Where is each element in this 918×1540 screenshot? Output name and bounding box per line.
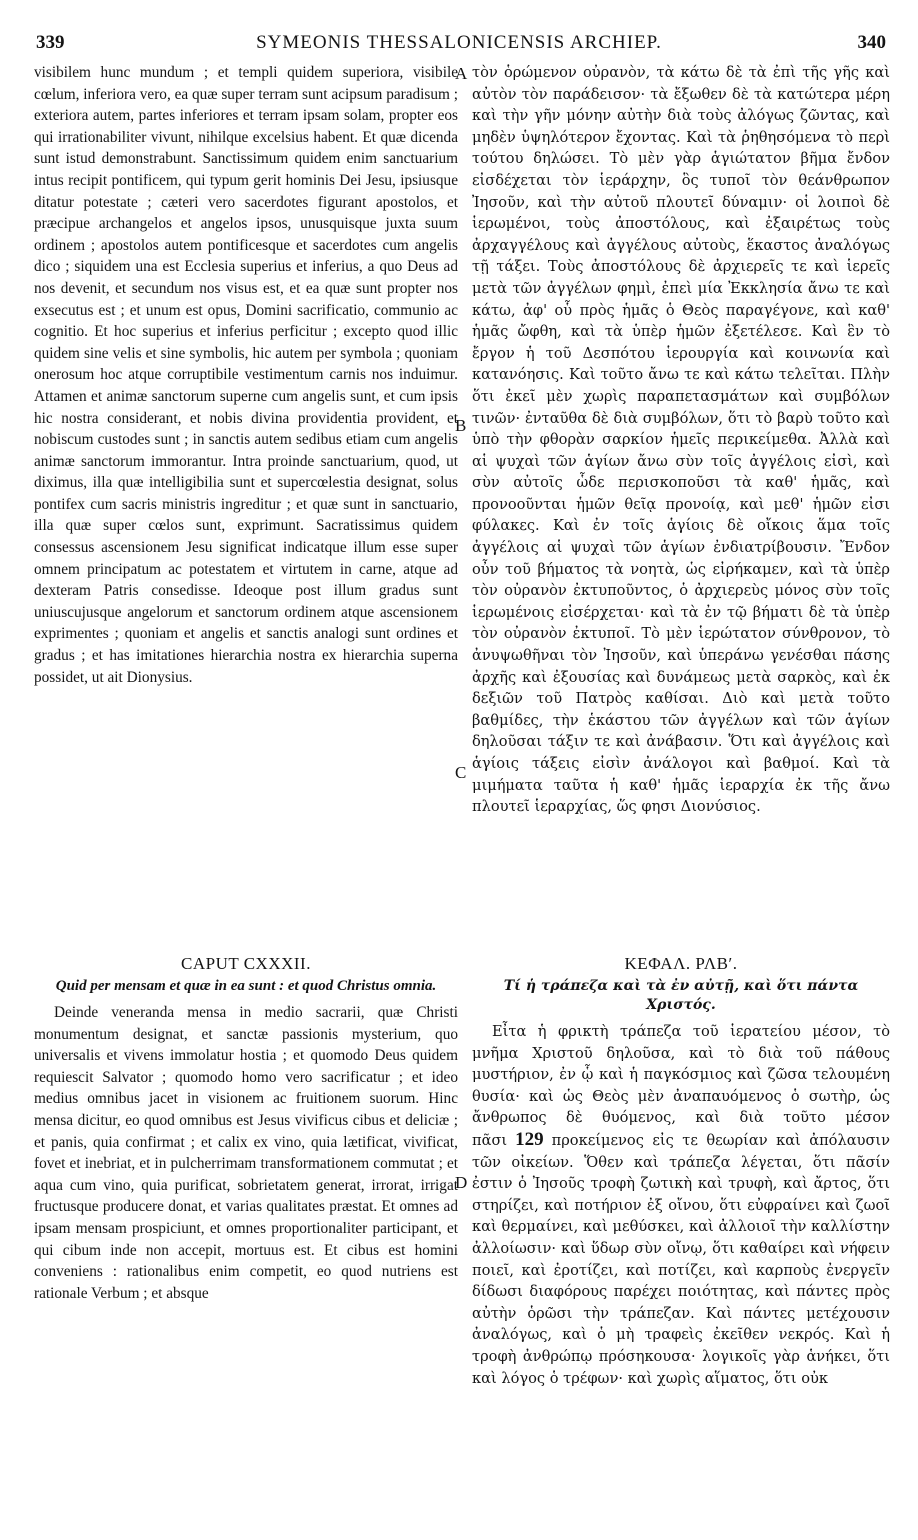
greek-paragraph-2-part-a: Εἶτα ἡ φρικτὴ τράπεζα τοῦ ἱερατείου μέσον, τὸ μνῆμα Χριστοῦ δηλοῦσα, καὶ τὸ διὰ τοῦ πάθους μυστήριον, ἐν ᾧ καὶ ἡ παγκόσμιος καὶ ζῶσα τελουμένη θυσία· καὶ ὡς Θεὸς μὲν ἀναπαυόμενος ὁ σωτὴρ, ὡς ἄνθρωπος δὲ θυόμενος, καὶ διὰ τοῦτο μέσον πᾶσι xyxy=(472,1023,890,1149)
margin-letter-c: C xyxy=(455,763,467,782)
margin-letter-a: A xyxy=(455,64,468,83)
greek-paragraph-1: τὸν ὁρώμενον οὐρανὸν, τὰ κάτω δὲ τὰ ἐπὶ τῆς γῆς καὶ αὐτὸν τὸν παράδεισον· τὰ ἔξωθεν δὲ τὰ κατώτερα μέρη καὶ τὴν γῆν μόνην αὐτὴν διὰ τοὺς ἀλόγως ζῶντας, καὶ μηδὲν ὑψηλότερον ἔχοντας. Καὶ τὰ ῥηθησόμενα τὸ περὶ τούτου δηλώσει. Τὸ μὲν γὰρ ἁγιώτατον βῆμα ἔνδον εἰσδέχεται τὸν ἱεράρχην, ὃς τυποῖ τὸν θεάνθρωπον Ἰησοῦν, καὶ τὴν αὐτοῦ πλουτεῖ δύναμιν· οἱ λοιποὶ δὲ ἱερωμένοι, τοὺς ἀποστόλους, καὶ ἐξαιρέτως τοὺς ἀρχαγγέλους καὶ ἀγγέλους αὐτοὺς, ἕκαστος ἀναλόγως τῇ τάξει. Τοὺς ἀποστόλους δὲ ἀρχιερεῖς τε καὶ ἱερεῖς μετὰ τῶν ἀγγέλων φημὶ, ἐπεὶ μία Ἐκκλησία ἄνω τε καὶ κάτω, ἀφ' οὗ πρὸς ἡμᾶς ὁ Θεὸς παραγέγονε, καὶ καθ' ἡμᾶς ὤφθη, καὶ τὰ ὑπὲρ ἡμῶν ἐξετέλεσε. Καὶ ἓν τὸ ἔργον ἡ τοῦ Δεσπότου ἱερουργία καὶ κοινωνία καὶ κατανόησις. Καὶ τοῦτο ἄνω τε καὶ κάτω τελεῖται. Πλὴν ὅτι ἐκεῖ μὲν χωρὶς παραπετασμάτων καὶ συμβόλων τινῶν· ἐνταῦθα δὲ διὰ συμβόλων, ὅτι τὸ βαρὺ τοῦτο καὶ ὑπὸ τὴν φθορὰν σαρκίον ἡμεῖς περικείμεθα. Ἀλλὰ καὶ αἱ ψυχαὶ τῶν ἁγίων ἄνω σὺν τοῖς ἀγγέλοις εἰσὶ, καὶ σὺν αὐτοῖς ὧδε περισκοποῦσι τὰ καθ' ἡμᾶς, καὶ προνοοῦνται ἡμῶν θεῖᾳ προνοίᾳ, καὶ μεθ' ἡμῶν εἰσι φύλακες. Καὶ ἐν τοῖς ἁγίοις δὲ οἴκοις ἅμα τοῖς ἀγγέλοις αἱ ψυχαὶ τῶν ἁγίων ἐνδιατρίβουσιν. Ἔνδον οὖν τοῦ βήματος τὰ νοητὰ, ὡς εἰρήκαμεν, καὶ τὰ ὑπὲρ τὸν οὐρανὸν ἐκτυποῦντος, ὁ ἀρχιερεὺς μόνος σὺν τοῖς ἱερωμένοις εἰσέρχεται· καὶ τὰ ἐν τῷ βήματι δὲ τὰ ὑπὲρ τὸν οὐρανὸν ἐκτυποῖ. Τὸ μὲν ἱερώτατον σύνθρονον, τὸ ἀνυψωθῆναι τὸν Ἰησοῦν, καὶ ὑπεράνω γενέσθαι πάσης ἀρχῆς καὶ ἐξουσίας καὶ δυνάμεως μετὰ σαρκὸς, καὶ ἐκ δεξιῶν τοῦ Πατρὸς καθίσαι. Διὸ καὶ μετὰ τοῦτο βαθμίδες, τὴν ἑκάστου τῶν ἀγγέλων καὶ τῶν ἁγίων δηλοῦσαι τάξιν τε καὶ ἀνάβασιν. Ὅτι καὶ ἀγγέλοις καὶ ἁγίοις τάξεις εἰσὶν ἀνάλογοι καὶ βαθμοί. Καὶ τὰ μιμήματα ταῦτα ἡ καθ' ἡμᾶς ἱεραρχία ἐκ τῆς ἄνω πλουτεῖ ἱεραρχίας, ὥς φησι Διονύσιος. xyxy=(472,64,890,816)
greek-chapter-subtitle: Τί ἡ τράπεζα καὶ τὰ ἐν αὐτῇ, καὶ ὅτι πάντα Χριστός. xyxy=(503,978,859,1013)
latin-chapter-heading: CAPUT CXXXII. xyxy=(181,954,311,973)
margin-letter-d: D xyxy=(455,1173,468,1192)
page-number-left: 339 xyxy=(36,32,65,53)
greek-paragraph-2 xyxy=(472,1021,890,1389)
page-number-right: 340 xyxy=(857,32,886,53)
greek-chapter-heading: ΚΕΦΑΛ. ΡΛΒʹ. xyxy=(624,954,738,973)
running-title: SYMEONIS THESSALONICENSIS ARCHIEP. xyxy=(256,32,662,53)
greek-paragraph-2-part-b: προκείμενος εἰς τε θεωρίαν καὶ ἀπόλαυσιν τῶν οἰκείων. Ὅθεν καὶ τράπεζα λέγεται, ὅτι πᾶσίν ἐστιν ὁ Ἰησοῦς τροφὴ ζωτικὴ καὶ τρυφὴ, καὶ ἄρτος, ὅτι στηρίζει, καὶ ποτήριον ἐξ οἴνου, ὅτι εὐφραίνει καὶ ζωοῖ καὶ θερμαίνει, καὶ μεθύσκει, καὶ ἀλλοιοῖ τὴν καλλίστην ἀλλοίωσιν· καὶ ὕδωρ σὺν οἴνῳ, ὅτι καθαίρει καὶ νήφειν ποιεῖ, καὶ ἐροτίζει, καὶ ποτίζει, καὶ καρποὺς ἐνεργεῖν δίδωσι διαφόρους παρέχει ποιότητας, καὶ πάντες πρὸς αὐτὴν ὁρῶσι τὴν τράπεζαν. Καὶ πάντες μετέχουσιν ἀναλόγως, καὶ ὁ μὴ τραφεὶς ἐκεῖθεν νεκρός. Καὶ ἡ τροφὴ ἀνθρώπῳ πρόσηκουσα· λογικοῖς γὰρ ἁνήκει, ὅτι καὶ λόγος ὁ τρέφων· καὶ χωρὶς αἵματος, ὅτι οὐκ xyxy=(472,1131,890,1387)
latin-column xyxy=(34,62,458,1304)
latin-paragraph-1: visibilem hunc mundum ; et templi quidem superiora, visibile cœlum, inferiora vero, ea quæ super terram sunt acipsum paradisum ; exteriora autem, partes inferiores et terram ipsam solam, propter eos qui irrationabiliter vivunt, nihilque excelsius habent. Et quæ dicenda sunt istud demonstrabunt. Sanctissimum quidem enim sanctuarium intus recipit pontificem, qui typum gerit hominis Dei Jesu, ipsiusque ditatur potestate ; cæteri vero sacerdotes figurant apostolos, et præcipue archangelos et angelos ipsos, unusquisque juxta suum ordinem ; apostolos autem pontificesque et sacerdotes cum angelis dico ; siquidem una est Ecclesia superius et inferius, a quo Deus ad nos devenit, et secundum nos visus est, et ea quæ sunt propter nos exsecutus est ; et unum est opus, Domini sacrificatio, communio ac cognitio. Et hoc superius et inferius perficitur ; excepto quod illic quidem sine velis et sine symbolis, hic autem per symbola ; quoniam onerosum hoc atque corruptibile vestimentum carnis nos induimur. Attamen et animæ sanctorum superne cum angelis sunt, et cum ipsis hic nostra considerant, et nobis divina providentia provident, et nobiscum custodes sunt ; in sanctis autem sedibus etiam cum angelis animæ sanctorum immorantur. Intra proinde sanctuarium, quod, ut diximus, illa quæ intelligibilia sunt et supercœlestia designat, solus pontifex cum sacris ministris ingreditur ; et quæ sunt in sanctuario, illa quæ super cœlos sunt, exprimunt. Sacratissimus quidem consessus ascensionem Jesu significat indicatque illum esse super omnem principatum ac potestatem et virtutem in carne, atque ad dexteram Patris consedisse. Ideoque post illum gradus sunt uniuscujusque angelorum et sanctorum ordinem atque ascensionem exprimentes ; quoniam et angelis et sanctis analogi sunt ordines et gradus ; et has imitationes hierarchia nostra ex hierarchia superna possidet, ut ait Dionysius. xyxy=(34,64,458,686)
column-number: 129 xyxy=(515,1128,544,1150)
margin-letter-b: B xyxy=(455,416,467,435)
latin-paragraph-2: Deinde veneranda mensa in medio sacrarii, quæ Christi monumentum designat, et sanctæ passionis mysterium, quo universalis et vivens immolatur hostia ; et quomodo Deus quidem requiescit Salvator ; quomodo homo vero sacrificatur ; et ideo medius omnibus jacet in visionem ac fruitionem suorum. Hinc mensa dicitur, eo quod omnibus est Jesus vivificus cibus et deliciæ ; et panis, quia confirmat ; et calix ex vino, quia lætificat, vivificat, fovet et inebriat, et in pulcherrimam transformationem commutat ; et aqua cum vino, quia purificat, sobrietatem generat, irrorat, irrigat fructusque producere donat, et varias qualitates præstat. Et omnes ad ipsam mensam prospiciunt, et omnes proportionaliter participant, et qui cibum inde non accepit, mortuus est. Et cibus est homini conveniens : rationalibus enim competit, eo quod nutriens est rationale Verbum ; et absque xyxy=(34,1004,458,1302)
greek-column xyxy=(472,62,890,1389)
latin-chapter-subtitle: Quid per mensam et quæ in ea sunt : et quod Christus omnia. xyxy=(55,978,437,994)
running-header xyxy=(0,32,918,56)
